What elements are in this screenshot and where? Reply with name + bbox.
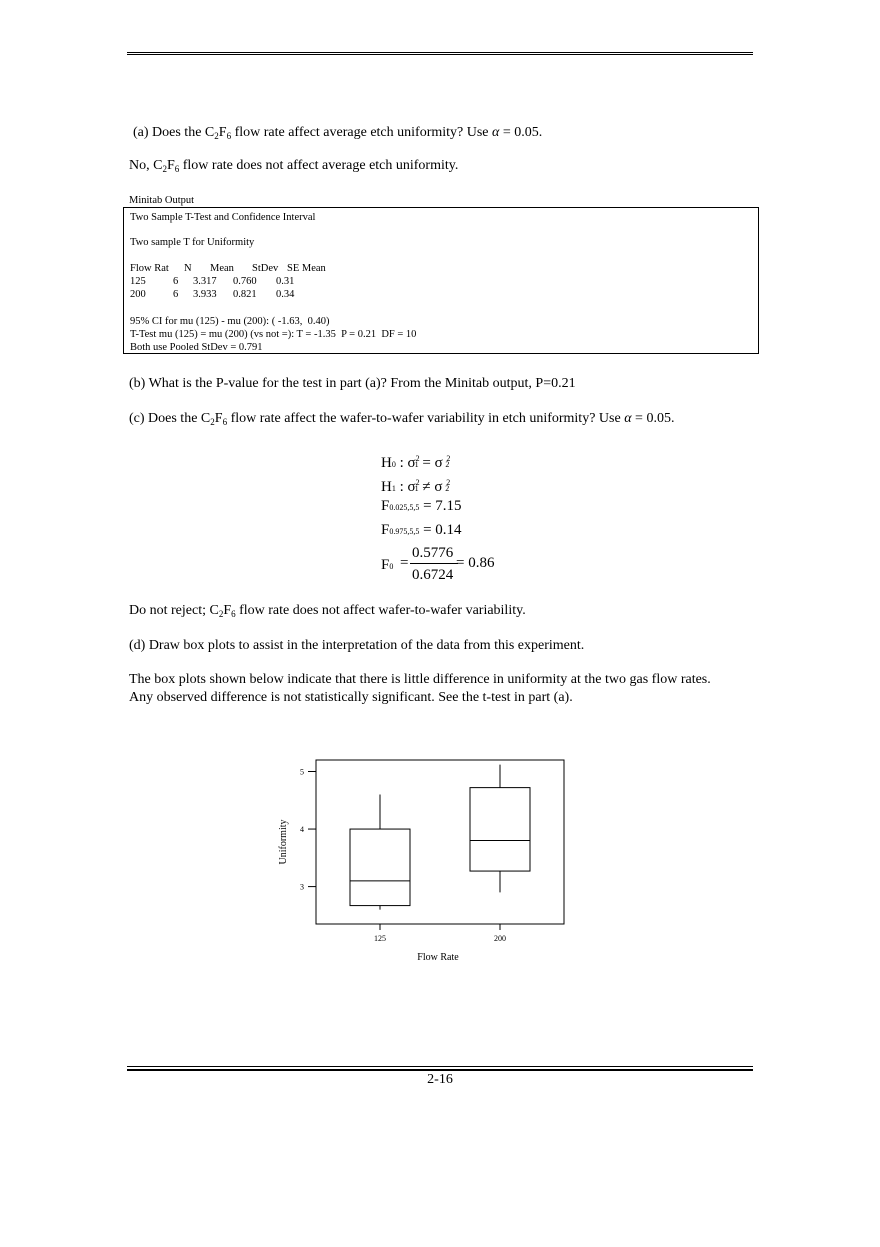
f0-numerator: 0.5776 bbox=[412, 545, 454, 561]
part-d-question: (d) Draw box plots to assist in the interpretation of the data from this experiment. bbox=[129, 638, 585, 653]
header-rule bbox=[127, 52, 753, 53]
part-d-text-line2: Any observed difference is not statistically significant. See the t-test in part (a). bbox=[129, 690, 573, 705]
plot-frame bbox=[316, 760, 564, 924]
footer-rule-thick bbox=[127, 1069, 753, 1071]
f0-equals: = bbox=[400, 555, 409, 571]
part-b-question: (b) What is the P-value for the test in part (a)? From the Minitab output, P=0.21 bbox=[129, 376, 576, 391]
page-number: 2-16 bbox=[427, 1072, 453, 1087]
table-row-cell: 0.34 bbox=[276, 289, 295, 300]
table-row-cell: 3.933 bbox=[193, 289, 217, 300]
f0-label: F0 bbox=[381, 557, 394, 573]
header-rule-double bbox=[127, 54, 753, 55]
part-c-question: (c) Does the $C_2F_6$ flow rate affect the wafer-to-wafer variability in etch uniformity? Use α = 0.05. bbox=[129, 411, 675, 427]
box-200 bbox=[470, 788, 530, 871]
table-row-cell: 0.821 bbox=[233, 289, 257, 300]
part-a-question: (a) Does the $C_2F_6$ flow rate affect average etch uniformity? Use α = 0.05. bbox=[133, 125, 543, 141]
box-125 bbox=[350, 829, 410, 906]
minitab-header-stdev: StDev bbox=[252, 263, 279, 274]
minitab-pooled: Both use Pooled StDev = 0.791 bbox=[130, 342, 263, 353]
f0-denominator: 0.6724 bbox=[412, 567, 454, 583]
x-axis-label: Flow Rate bbox=[417, 952, 459, 963]
minitab-header-mean: Mean bbox=[210, 263, 234, 274]
fraction-bar bbox=[410, 563, 458, 564]
table-row-cell: 6 bbox=[173, 276, 179, 287]
y-axis-label: Uniformity bbox=[278, 819, 289, 865]
hypothesis-h1: H1 : $\sigma^21 \ne \sigma$ $^2$2 bbox=[381, 478, 451, 495]
part-c-conclusion: Do not reject; $C_2F_6$ flow rate does not affect wafer-to-wafer variability. bbox=[129, 603, 526, 619]
hypothesis-h0: H0 : $\sigma^21 = \sigma$ $^2$2 bbox=[381, 454, 451, 471]
minitab-header-flow: Flow Rat bbox=[130, 263, 169, 274]
minitab-ttest: T-Test mu (125) = mu (200) (vs not =): T = -1.35 P = 0.21 DF = 10 bbox=[130, 329, 417, 340]
part-d-text-line1: The box plots shown below indicate that there is little difference in uniformity at the two gas flow rates. bbox=[129, 672, 711, 687]
minitab-subtitle: Two sample T for Uniformity bbox=[130, 237, 255, 248]
table-row-cell: 200 bbox=[130, 289, 146, 300]
table-row-cell: 0.760 bbox=[233, 276, 257, 287]
table-row-cell: 0.31 bbox=[276, 276, 295, 287]
table-row-cell: 3.317 bbox=[193, 276, 217, 287]
minitab-title: Two Sample T-Test and Confidence Interval bbox=[130, 212, 316, 223]
x-tick-label: 125 bbox=[374, 934, 386, 943]
f-critical-upper: F0.025,5,5 = 7.15 bbox=[381, 498, 462, 514]
minitab-label: Minitab Output bbox=[129, 195, 195, 206]
y-tick-label: 5 bbox=[300, 767, 304, 777]
minitab-ci: 95% CI for mu (125) - mu (200): ( -1.63, 0.40) bbox=[130, 316, 330, 327]
minitab-output-box bbox=[123, 207, 759, 354]
f0-result: = 0.86 bbox=[456, 555, 495, 571]
f-critical-lower: F0.975,5,5 = 0.14 bbox=[381, 522, 462, 538]
y-tick-label: 3 bbox=[300, 882, 304, 892]
y-tick-label: 4 bbox=[300, 825, 304, 835]
part-a-answer: No, $C_2F_6$ flow rate does not affect average etch uniformity. bbox=[129, 158, 459, 174]
table-row-cell: 125 bbox=[130, 276, 146, 287]
minitab-header-n: N bbox=[184, 263, 192, 274]
boxplot-chart bbox=[260, 750, 590, 970]
table-row-cell: 6 bbox=[173, 289, 179, 300]
minitab-header-semean: SE Mean bbox=[287, 263, 326, 274]
x-tick-label: 200 bbox=[494, 934, 506, 943]
footer-rule bbox=[127, 1066, 753, 1067]
